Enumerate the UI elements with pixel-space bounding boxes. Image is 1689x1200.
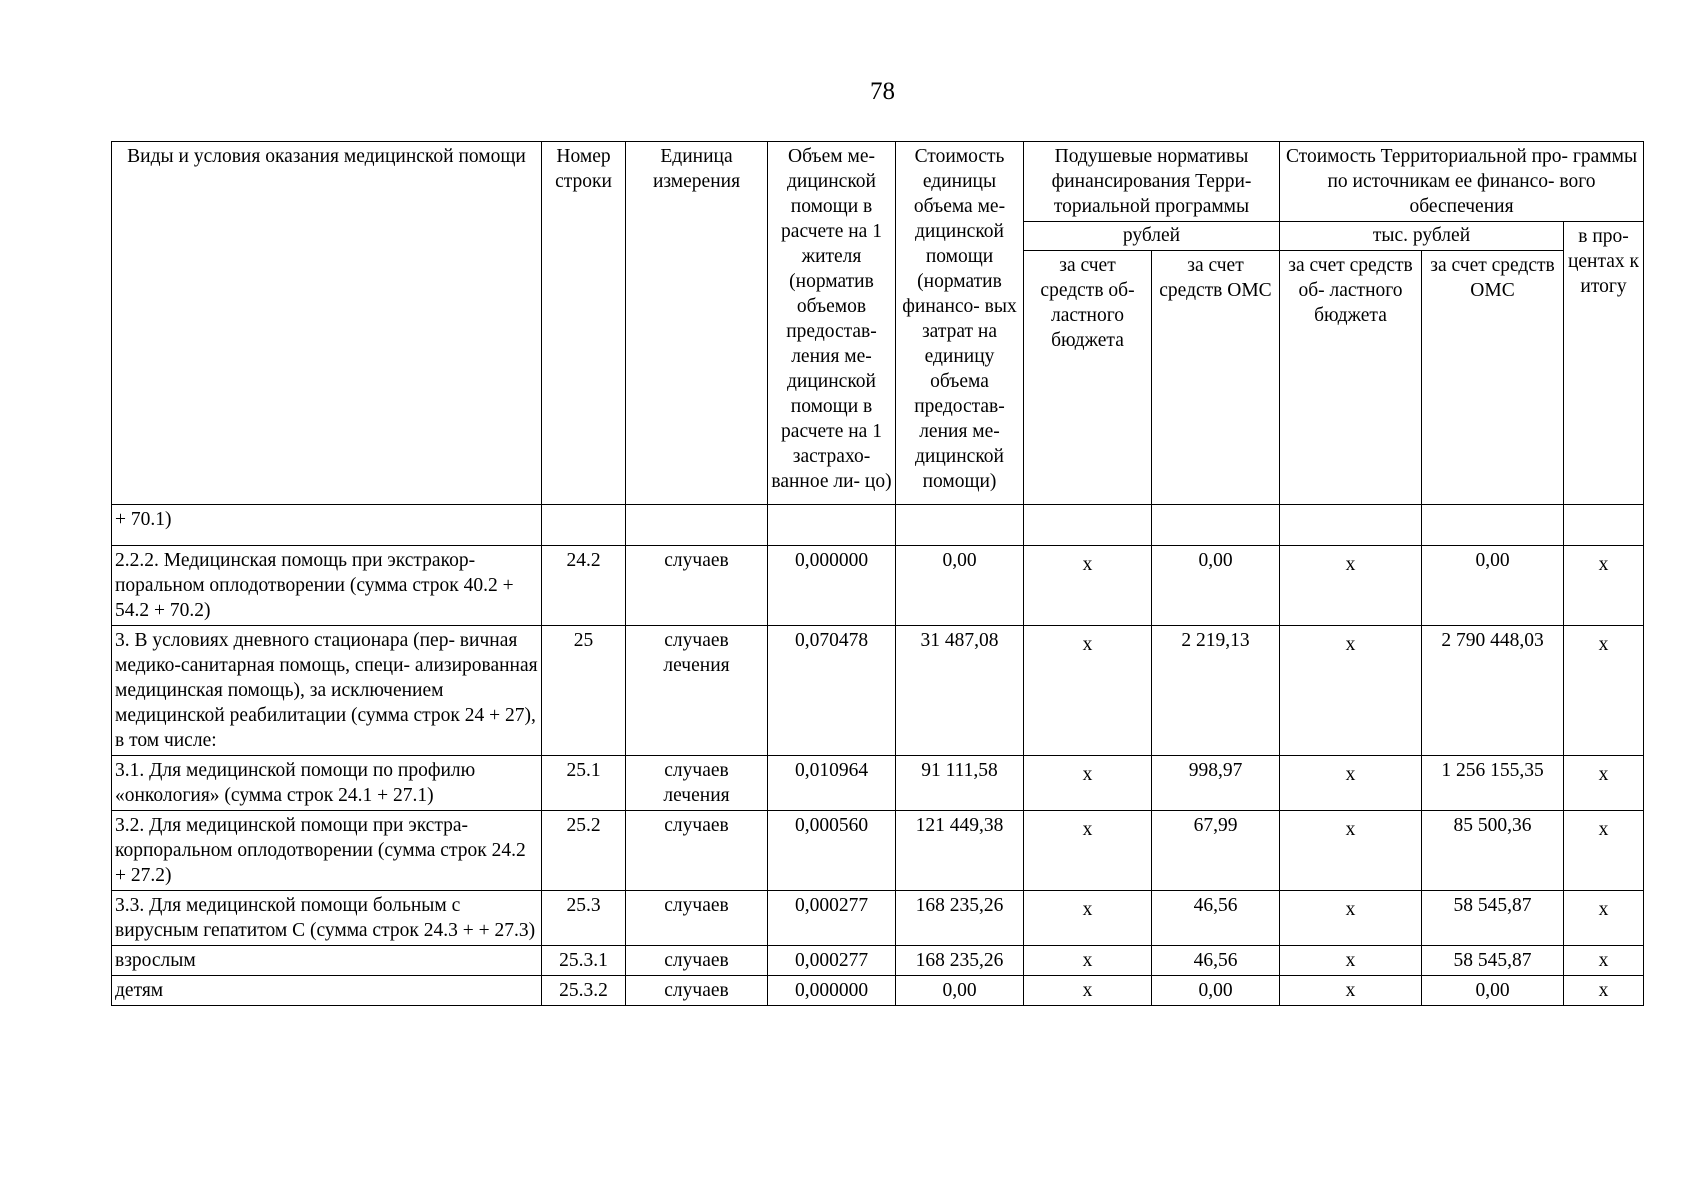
row-cost: 168 235,26 (896, 946, 1024, 976)
header-row-1 (112, 142, 1644, 222)
row-pc-oms: 46,56 (1152, 891, 1280, 946)
table-row (112, 626, 1644, 756)
row-tp-budget: x (1345, 634, 1356, 655)
row-tp-oms: 2 790 448,03 (1422, 626, 1564, 756)
row-volume: 0,000277 (768, 946, 896, 976)
row-pc-budget: x (1024, 946, 1152, 976)
row-number: 25.3 (542, 891, 626, 946)
table-row (112, 505, 1644, 546)
row-percent: x (1598, 764, 1609, 785)
row-unit: случаев (626, 976, 768, 1006)
row-pc-oms: 67,99 (1152, 811, 1280, 891)
row-volume: 0,000000 (768, 546, 896, 626)
row-percent: x (1564, 946, 1644, 976)
table-row (112, 976, 1644, 1006)
row-cost (896, 505, 1024, 546)
row-name: 3.1. Для медицинской помощи по профилю «онкология» (сумма строк 24.1 + 27.1) (112, 756, 542, 811)
row-tp-budget (1280, 505, 1422, 546)
row-volume: 0,010964 (768, 756, 896, 811)
row-name: 3. В условиях дневного стационара (пер- вичная медико-санитарная помощь, специ- ализированная медицинская помощь), за исключением медицинской реабилитации (сумма строк 24 + 27), в том числе: (112, 626, 542, 756)
row-name: 3.3. Для медицинской помощи больным с вирусным гепатитом С (сумма строк 24.3 + + 27.3) (112, 891, 542, 946)
row-cost: 31 487,08 (896, 626, 1024, 756)
financing-table (111, 141, 1644, 1006)
header-row-number: Номер строки (542, 142, 626, 505)
row-name: взрослым (112, 946, 542, 976)
row-tp-oms: 1 256 155,35 (1422, 756, 1564, 811)
row-tp-budget: x (1345, 819, 1356, 840)
table-row (112, 756, 1644, 811)
row-tp-oms: 0,00 (1422, 976, 1564, 1006)
header-regional-budget-2: за счет средств об- ластного бюджета (1280, 251, 1422, 505)
row-volume: 0,000000 (768, 976, 896, 1006)
row-pc-budget: x (1082, 554, 1093, 575)
header-rubles: рублей (1024, 222, 1280, 251)
row-cost: 0,00 (896, 976, 1024, 1006)
row-tp-budget: x (1280, 976, 1422, 1006)
row-pc-budget (1024, 505, 1152, 546)
row-number: 25 (542, 626, 626, 756)
row-pc-oms: 2 219,13 (1152, 626, 1280, 756)
table-row (112, 891, 1644, 946)
row-percent (1564, 505, 1644, 546)
row-pc-oms: 46,56 (1152, 946, 1280, 976)
row-name: 2.2.2. Медицинская помощь при экстракор- поральном оплодотворении (сумма строк 40.2 + 54.2 + 70.2) (112, 546, 542, 626)
row-tp-budget: x (1280, 946, 1422, 976)
row-tp-oms: 58 545,87 (1422, 946, 1564, 976)
row-pc-budget: x (1082, 764, 1093, 785)
row-unit (626, 505, 768, 546)
row-unit: случаев (626, 811, 768, 891)
row-number: 25.3.1 (542, 946, 626, 976)
row-unit: случаев лечения (626, 756, 768, 811)
row-cost: 91 111,58 (896, 756, 1024, 811)
row-volume: 0,070478 (768, 626, 896, 756)
row-pc-oms: 0,00 (1152, 976, 1280, 1006)
header-cost: Стоимость единицы объема ме- дицинской помощи (норматив финансо- вых затрат на единицу объема предостав- ления ме- дицинской помощи) (896, 142, 1024, 505)
row-cost: 121 449,38 (896, 811, 1024, 891)
header-per-capita: Подушевые нормативы финансирования Терри- ториальной программы (1024, 142, 1280, 222)
header-oms-1: за счет средств ОМС (1152, 251, 1280, 505)
row-pc-oms (1152, 505, 1280, 546)
row-percent: x (1598, 819, 1609, 840)
header-regional-budget-1: за счет средств об- ластного бюджета (1024, 251, 1152, 505)
row-unit: случаев лечения (626, 626, 768, 756)
header-program-cost: Стоимость Территориальной про- граммы по источникам ее финансо- вого обеспечения (1280, 142, 1644, 222)
row-number (542, 505, 626, 546)
row-tp-budget: x (1345, 764, 1356, 785)
row-cost: 168 235,26 (896, 891, 1024, 946)
row-tp-oms: 58 545,87 (1422, 891, 1564, 946)
table-row (112, 546, 1644, 626)
row-unit: случаев (626, 891, 768, 946)
header-thousand-rubles: тыс. рублей (1280, 222, 1564, 251)
header-unit: Единица измерения (626, 142, 768, 505)
page-number: 78 (870, 78, 895, 105)
row-pc-budget: x (1082, 634, 1093, 655)
header-volume: Объем ме- дицинской помощи в расчете на 1 жителя (норматив объемов предостав- ления ме- дицинской помощи в расчете на 1 застрахо- ванное ли- цо) (768, 142, 896, 505)
row-tp-oms: 85 500,36 (1422, 811, 1564, 891)
row-volume: 0,000560 (768, 811, 896, 891)
row-number: 25.1 (542, 756, 626, 811)
header-oms-2: за счет средств ОМС (1422, 251, 1564, 505)
row-name: 3.2. Для медицинской помощи при экстра- корпоральном оплодотворении (сумма строк 24.2 + 27.2) (112, 811, 542, 891)
row-pc-oms: 0,00 (1152, 546, 1280, 626)
row-tp-oms (1422, 505, 1564, 546)
row-tp-budget: x (1345, 899, 1356, 920)
row-number: 24.2 (542, 546, 626, 626)
row-cost: 0,00 (896, 546, 1024, 626)
row-percent: x (1564, 976, 1644, 1006)
row-percent: x (1598, 554, 1609, 575)
row-pc-oms: 998,97 (1152, 756, 1280, 811)
row-name: детям (112, 976, 542, 1006)
row-percent: x (1598, 899, 1609, 920)
row-tp-oms: 0,00 (1422, 546, 1564, 626)
row-unit: случаев (626, 546, 768, 626)
row-unit: случаев (626, 946, 768, 976)
row-pc-budget: x (1082, 819, 1093, 840)
row-volume (768, 505, 896, 546)
row-percent: x (1598, 634, 1609, 655)
row-name: + 70.1) (112, 505, 542, 546)
table-row (112, 811, 1644, 891)
row-tp-budget: x (1345, 554, 1356, 575)
header-kind: Виды и условия оказания медицинской помощи (112, 142, 542, 505)
row-number: 25.2 (542, 811, 626, 891)
row-pc-budget: x (1024, 976, 1152, 1006)
table-row (112, 946, 1644, 976)
header-percent: в про- центах к итогу (1564, 222, 1644, 505)
row-number: 25.3.2 (542, 976, 626, 1006)
row-pc-budget: x (1082, 899, 1093, 920)
row-volume: 0,000277 (768, 891, 896, 946)
